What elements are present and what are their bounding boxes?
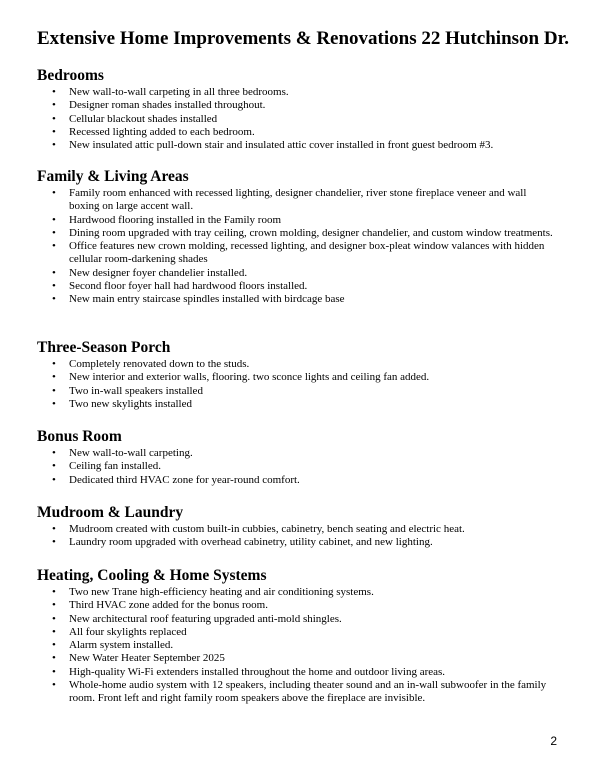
section-mudroom-laundry	[37, 504, 557, 550]
list-item: • Third HVAC zone added for the bonus room.	[37, 599, 557, 612]
list-item: • All four skylights replaced	[37, 626, 557, 639]
page-title: Extensive Home Improvements & Renovations 22 Hutchinson Dr.	[37, 28, 570, 49]
list-item: • Two new skylights installed	[37, 398, 557, 411]
list-item: • Designer roman shades installed throughout.	[37, 99, 557, 112]
section-heating-cooling-systems	[37, 567, 557, 706]
section-bedrooms	[37, 67, 557, 152]
section-family-living	[37, 168, 557, 307]
list-item: • New insulated attic pull-down stair and insulated attic cover installed in front guest bedroom #3.	[37, 139, 557, 152]
list-item: • Ceiling fan installed.	[37, 460, 557, 473]
list-item: • Mudroom created with custom built-in cubbies, cabinetry, bench seating and electric heat.	[37, 523, 557, 536]
list-item: • New architectural roof featuring upgraded anti-mold shingles.	[37, 613, 557, 626]
bullet-list	[37, 447, 557, 487]
list-item: • New wall-to-wall carpeting in all three bedrooms.	[37, 86, 557, 99]
section-heading: Bonus Room	[37, 428, 122, 445]
bullet-list	[37, 187, 557, 307]
list-item: • New main entry staircase spindles installed with birdcage base	[37, 293, 557, 306]
list-item: • Family room enhanced with recessed lighting, designer chandelier, river stone fireplace veneer and wall boxing on large accent wall.	[37, 187, 557, 214]
list-item: • Recessed lighting added to each bedroom.	[37, 126, 557, 139]
section-heading: Family & Living Areas	[37, 168, 189, 185]
list-item: • New wall-to-wall carpeting.	[37, 447, 557, 460]
list-item: • New designer foyer chandelier installed.	[37, 267, 557, 280]
list-item: • Laundry room upgraded with overhead cabinetry, utility cabinet, and new lighting.	[37, 536, 557, 549]
list-item: • Whole-home audio system with 12 speakers, including theater sound and an in-wall subwoofer in the family room. Front left and right family room speakers above the fireplace are invisible.	[37, 679, 557, 706]
list-item: • High-quality Wi-Fi extenders installed throughout the home and outdoor living areas.	[37, 666, 557, 679]
list-item: • New interior and exterior walls, flooring. two sconce lights and ceiling fan added.	[37, 371, 557, 384]
list-item: • Dedicated third HVAC zone for year-round comfort.	[37, 474, 557, 487]
list-item: • Two new Trane high-efficiency heating and air conditioning systems.	[37, 586, 557, 599]
bullet-list	[37, 586, 557, 706]
section-bonus-room	[37, 428, 557, 487]
section-heading: Mudroom & Laundry	[37, 504, 184, 521]
bullet-list	[37, 86, 557, 152]
page-number: 2	[550, 734, 557, 748]
list-item: • New Water Heater September 2025	[37, 652, 557, 665]
list-item: • Completely renovated down to the studs.	[37, 358, 557, 371]
bullet-list	[37, 523, 557, 550]
list-item: • Second floor foyer hall had hardwood floors installed.	[37, 280, 557, 293]
section-heading: Three-Season Porch	[37, 339, 171, 356]
list-item: • Two in-wall speakers installed	[37, 385, 557, 398]
section-three-season-porch	[37, 339, 557, 411]
list-item: • Cellular blackout shades installed	[37, 113, 557, 126]
list-item: • Office features new crown molding, recessed lighting, and designer box-pleat window valances with hidden cellular room-darkening shades	[37, 240, 557, 267]
bullet-list	[37, 358, 557, 411]
list-item: • Dining room upgraded with tray ceiling, crown molding, designer chandelier, and custom window treatments.	[37, 227, 557, 240]
list-item: • Alarm system installed.	[37, 639, 557, 652]
section-heading: Heating, Cooling & Home Systems	[37, 567, 267, 584]
list-item: • Hardwood flooring installed in the Family room	[37, 214, 557, 227]
section-heading: Bedrooms	[37, 67, 104, 84]
